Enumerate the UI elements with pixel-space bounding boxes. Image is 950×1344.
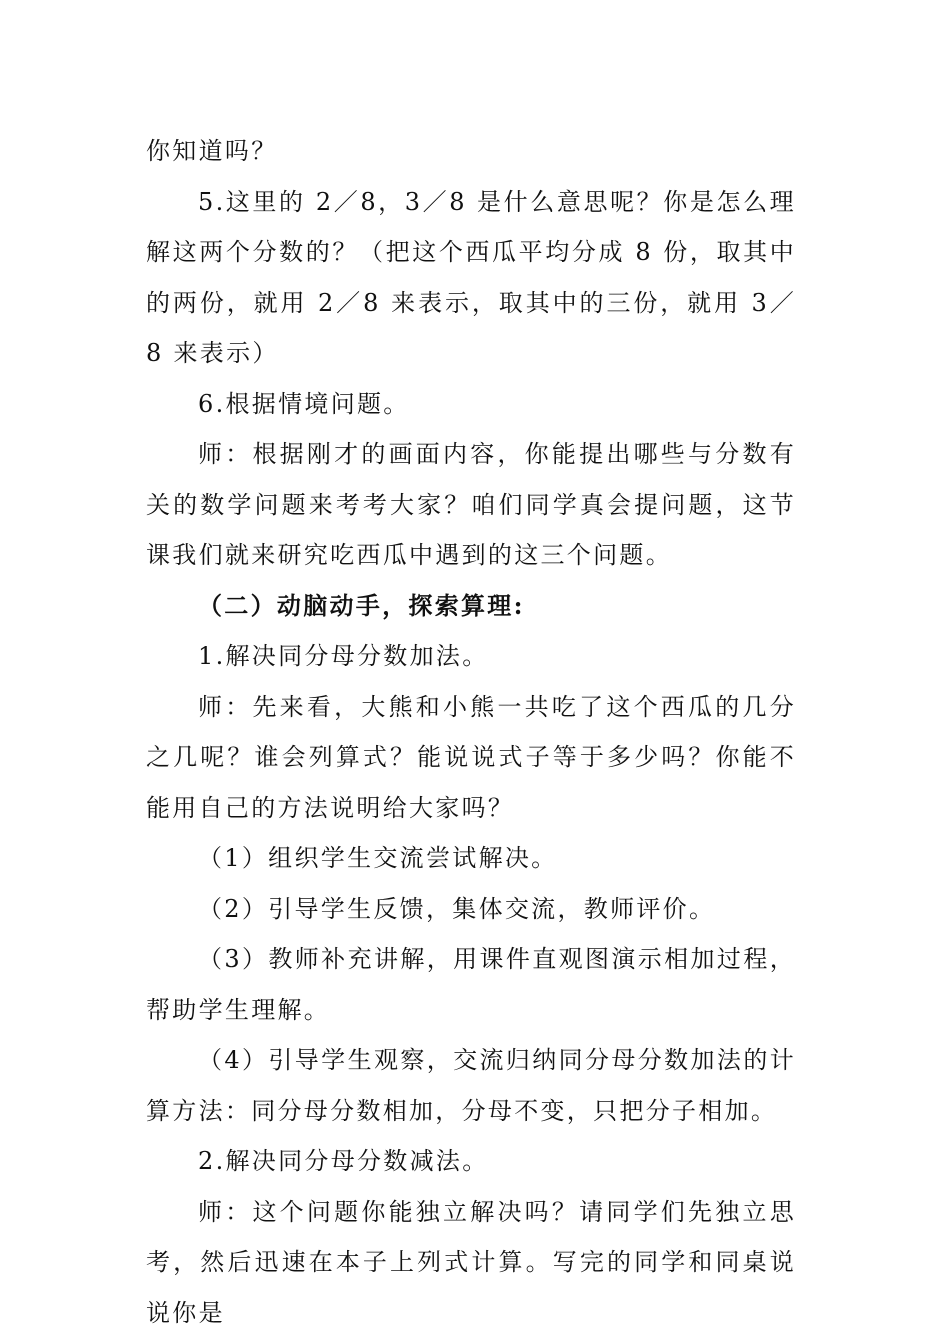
paragraph-item-5: 5.这里的 2／8，3／8 是什么意思呢？你是怎么理解这两个分数的？（把这个西瓜平均分成 8 份，取其中的两份，就用 2／8 来表示，取其中的三份，就用 3／8 来表示） [146,187,796,367]
paragraph-substep-3: （3）教师补充讲解，用课件直观图演示相加过程，帮助学生理解。 [146,945,796,1024]
paragraph-teacher-question: 师：根据刚才的画面内容，你能提出哪些与分数有关的数学问题来考考大家？咱们同学真会提问题，这节课我们就来研究吃西瓜中遇到的这三个问题。 [146,440,796,569]
section-heading: （二）动脑动手，探索算理: [198,590,525,620]
paragraph-substep-1: （1）组织学生交流尝试解决。 [198,844,558,872]
paragraph-step-2: 2.解决同分母分数减法。 [198,1147,489,1175]
paragraph-teacher-subtraction: 师：这个问题你能独立解决吗？请同学们先独立思考，然后迅速在本子上列式计算。写完的同学和同桌说说你是 [146,1197,796,1327]
paragraph-substep-4: （4）引导学生观察，交流归纳同分母分数加法的计算方法：同分母分数相加，分母不变，只把分子相加。 [146,1046,796,1125]
paragraph-substep-2: （2）引导学生反馈，集体交流，教师评价。 [198,894,716,923]
paragraph-item-6: 6.根据情境问题。 [198,389,410,418]
paragraph-step-1: 1.解决同分母分数加法。 [198,642,489,670]
paragraph-intro-question: 你知道吗？ [146,137,278,165]
paragraph-teacher-addition: 师：先来看，大熊和小熊一共吃了这个西瓜的几分之几呢？谁会列算式？能说说式子等于多少吗？你能不能用自己的方法说明给大家吗？ [146,692,796,822]
document-body [146,126,796,1338]
